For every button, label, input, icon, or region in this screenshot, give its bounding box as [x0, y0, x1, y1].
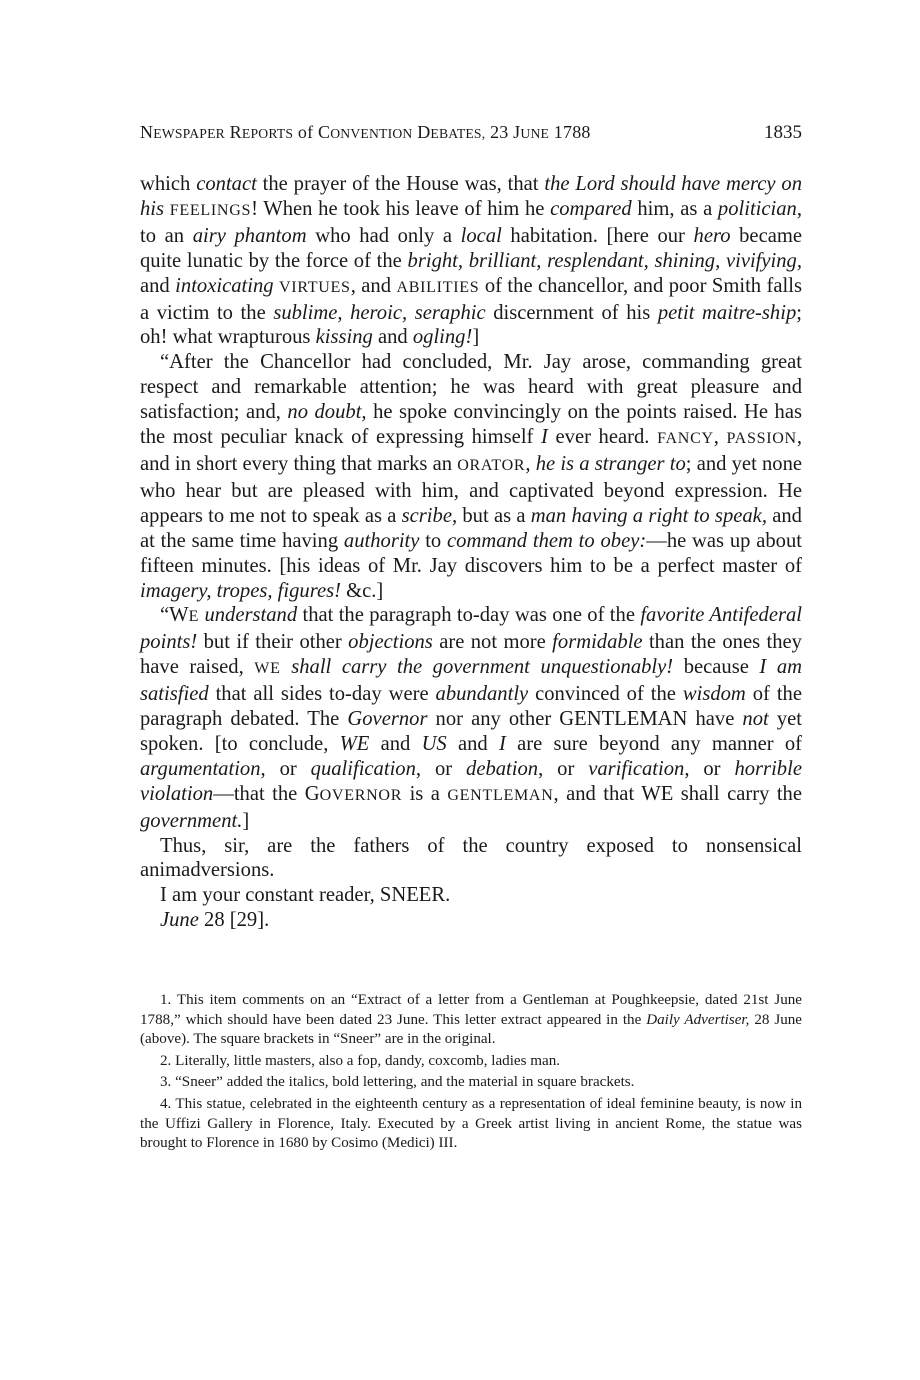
footnotes [140, 991, 802, 1156]
page-header [140, 122, 802, 152]
page-number: 1835 [764, 122, 802, 143]
running-head-text: NEWSPAPER REPORTS of CONVENTION DEBATES, 23 JUNE 1788 [140, 122, 591, 142]
paragraph-1: which contact the prayer of the House was, that the Lord should have mercy on his FEELINGS! When he took his leave of him he compared him, as a politician, to an airy phantom who had only a local habitation. [here our hero became quite lunatic by the force of the bright, brilliant, resplendant, shining, vivifying, and intoxicating VIRTUES, and ABILITIES of the chancellor, and poor Smith falls a victim to the sublime, heroic, seraphic discernment of his petit maitre-ship; oh! what wrapturous kissing and ogling!] [140, 173, 803, 349]
paragraph-4: Thus, sir, are the fathers of the country exposed to nonsensical animadversions. [140, 834, 802, 882]
footnote-4: 4. This statue, celebrated in the eighteenth century as a representation of ideal feminine beauty, is now in the Uffizi Gallery in Florence, Italy. Executed by a Greek artist living in ancient Rome, the statue was brought to Florence in 1680 by Cosimo (Medici) III. [140, 1095, 802, 1152]
footnote-1: 1. This item comments on an “Extract of a letter from a Gentleman at Poughkeepsie, dated 21st June 1788,” which should have been dated 23 June. This letter extract appeared in the Daily Advertiser, 28 June (above). The square brackets in “Sneer” are in the original. [140, 992, 802, 1048]
paragraph-2: “After the Chancellor had concluded, Mr. Jay arose, commanding great respect and remarkable attention; he was heard with great pleasure and satisfaction; and, no doubt, he spoke convincingly on the points raised. He has the most peculiar knack of expressing himself I ever heard. FANCY, PASSION, and in short every thing that marks an ORATOR, he is a stranger to; and yet none who hear but are pleased with him, and captivated beyond expression. He appears to me not to speak as a scribe, but as a man having a right to speak, and at the same time having authority to command them to obey:—he was up about fifteen minutes. [his ideas of Mr. Jay discovers him to be a perfect master of imagery, tropes, figures! &c.] [140, 351, 803, 602]
footnote-2: 2. Literally, little masters, also a fop, dandy, coxcomb, ladies man. [160, 1052, 561, 1069]
signature-line: I am your constant reader, SNEER. [160, 884, 451, 907]
article-body [140, 172, 802, 933]
running-head [140, 122, 591, 143]
dateline: June 28 [29]. [160, 909, 270, 932]
footnote-3: 3. “Sneer” added the italics, bold lettering, and the material in square brackets. [160, 1074, 635, 1091]
paragraph-3: “WE understand that the paragraph to-day was one of the favorite Antifederal points! but if their other objections are not more formidable than the ones they have raised, WE shall carry the government unquestionably! because I am satisfied that all sides to-day were abundantly convinced of the wisdom of the paragraph debated. The Governor nor any other GENTLEMAN have not yet spoken. [to conclude, WE and US and I are sure beyond any manner of argumentation, or qualification, or debation, or varification, or horrible violation—that the GOVERNOR is a GENTLEMAN, and that WE shall carry the government.] [140, 604, 803, 832]
